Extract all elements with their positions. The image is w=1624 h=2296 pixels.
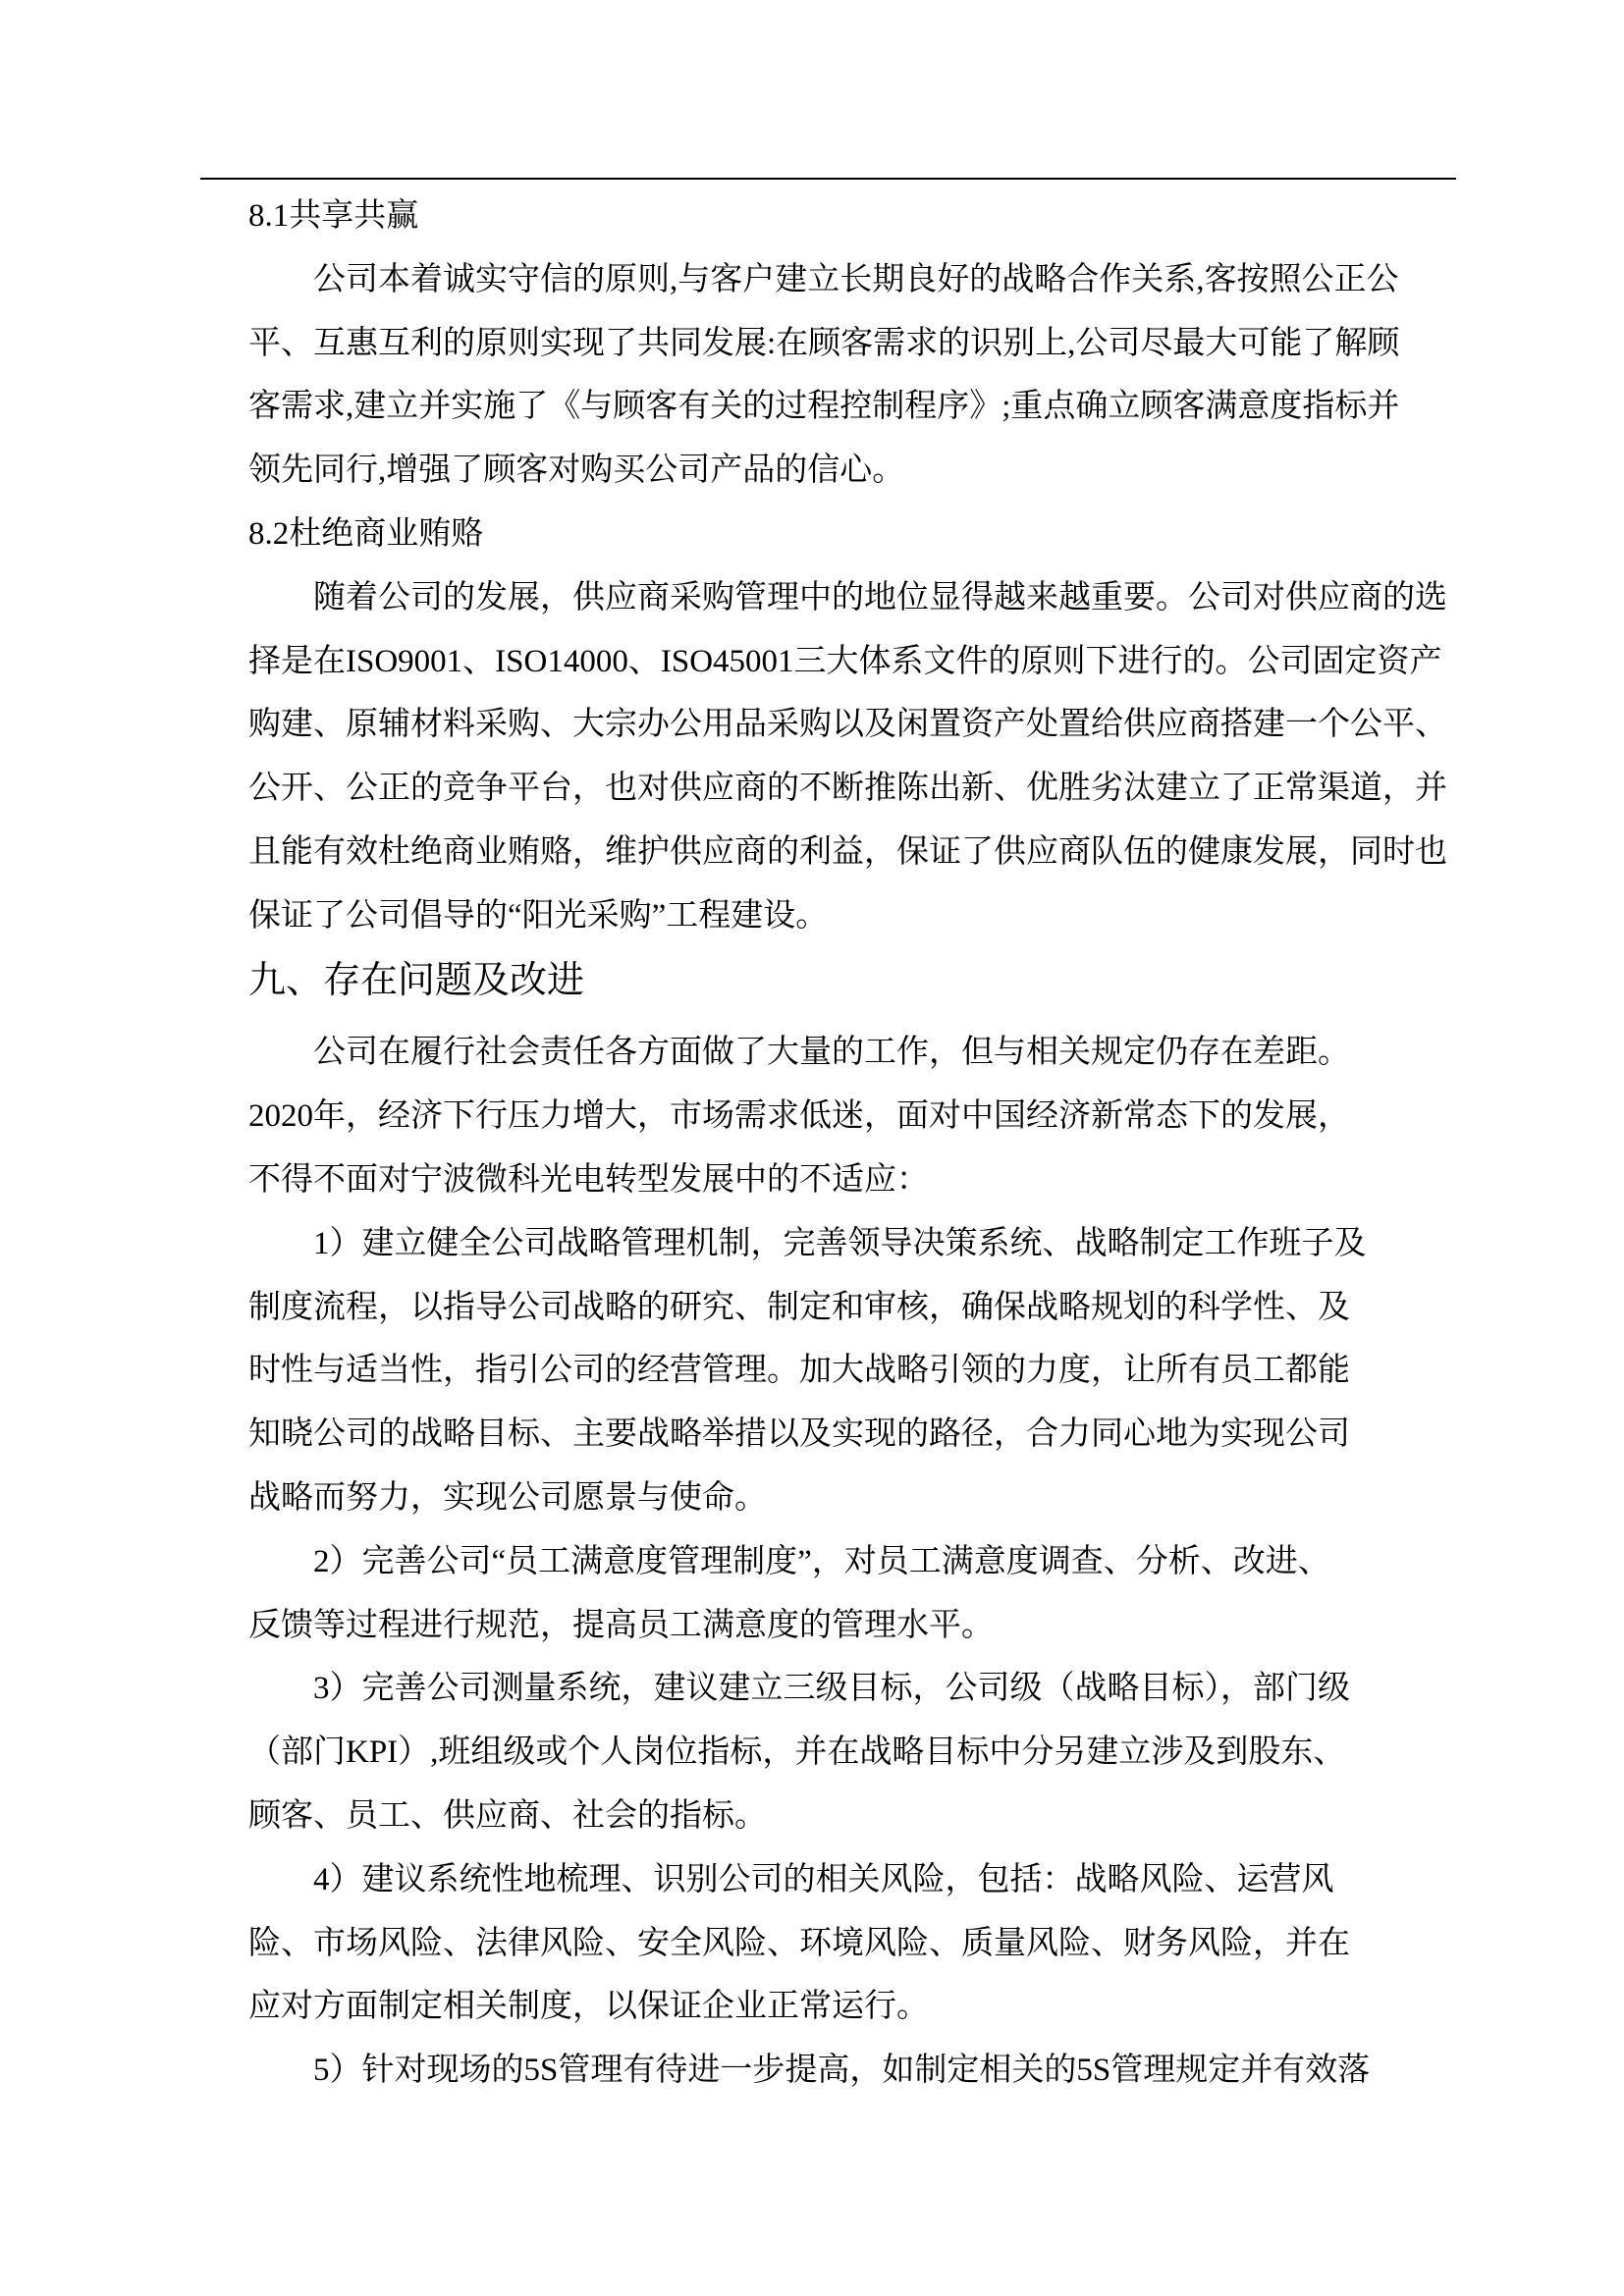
paragraph-line: 领先同行,增强了顾客对购买公司产品的信心。 xyxy=(248,453,905,489)
list-item xyxy=(248,2039,1525,2103)
paragraph-line: 不得不面对宁波微科光电转型发展中的不适应： xyxy=(248,1161,929,1198)
section-heading: 8.1共享共赢 xyxy=(248,198,419,234)
paragraph-line: 公司在履行社会责任各方面做了大量的工作，但与相关规定仍存在差距。 xyxy=(313,1035,1350,1071)
paragraph-line: 平、互惠互利的原则实现了共同发展:在顾客需求的识别上,公司尽最大可能了解顾 xyxy=(248,325,1400,361)
list-item xyxy=(248,1848,1525,2039)
paragraph xyxy=(248,566,1525,948)
paragraph-line: 公开、公正的竞争平台，也对供应商的不断推陈出新、优胜劣汰建立了正常渠道，并 xyxy=(248,771,1447,807)
list-item-line: 知晓公司的战略目标、主要战略举措以及实现的路径，合力同心地为实现公司 xyxy=(248,1416,1350,1453)
paragraph xyxy=(248,248,1525,503)
paragraph-line: 保证了公司倡导的“阳光采购”工程建设。 xyxy=(248,897,829,934)
paragraph-line: 购建、原辅材料采购、大宗办公用品采购以及闲置资产处置给供应商搭建一个公平、 xyxy=(248,707,1447,743)
paragraph-line: 客需求,建立并实施了《与顾客有关的过程控制程序》;重点确立顾客满意度指标并 xyxy=(248,389,1400,425)
list-item xyxy=(248,1212,1525,1530)
paragraph-line: 公司本着诚实守信的原则,与客户建立长期良好的战略合作关系,客按照公正公 xyxy=(313,261,1399,297)
list-item-line: 反馈等过程进行规范，提高员工满意度的管理水平。 xyxy=(248,1607,994,1643)
list-item-line: 5）针对现场的5S管理有待进一步提高，如制定相关的5S管理规定并有效落 xyxy=(313,2053,1371,2089)
paragraph-line: 随着公司的发展，供应商采购管理中的地位显得越来越重要。公司对供应商的选 xyxy=(313,579,1447,615)
paragraph-line: 2020年，经济下行压力增大，市场需求低迷，面对中国经济新常态下的发展， xyxy=(248,1098,1350,1135)
list-item-line: 制度流程，以指导公司战略的研究、制定和审核，确保战略规划的科学性、及 xyxy=(248,1289,1350,1325)
list-item-line: 应对方面制定相关制度，以保证企业正常运行。 xyxy=(248,1989,929,2025)
paragraph-line: 择是在ISO9001、ISO14000、ISO45001三大体系文件的原则下进行的。公司固定资产 xyxy=(248,643,1442,679)
chapter-heading: 九、存在问题及改进 xyxy=(248,957,585,1001)
document-body xyxy=(248,185,1525,2103)
list-item-line: 战略而努力，实现公司愿景与使命。 xyxy=(248,1479,767,1516)
list-item-line: 3）完善公司测量系统，建议建立三级目标，公司级（战略目标），部门级 xyxy=(313,1671,1350,1707)
list-item xyxy=(248,1530,1525,1658)
list-item-line: （部门KPI）,班组级或个人岗位指标，并在战略目标中分另建立涉及到股东、 xyxy=(248,1735,1346,1771)
list-item xyxy=(248,1657,1525,1847)
list-item-line: 4）建议系统性地梳理、识别公司的相关风险，包括：战略风险、运营风 xyxy=(313,1861,1334,1897)
list-item-line: 险、市场风险、法律风险、安全风险、环境风险、质量风险、财务风险，并在 xyxy=(248,1925,1350,1961)
list-item-line: 顾客、员工、供应商、社会的指标。 xyxy=(248,1797,767,1834)
list-item-line: 时性与适当性，指引公司的经营管理。加大战略引领的力度，让所有员工都能 xyxy=(248,1353,1350,1389)
paragraph xyxy=(248,1021,1525,1211)
list-item-line: 2）完善公司“员工满意度管理制度”，对员工满意度调查、分析、改进、 xyxy=(313,1543,1330,1579)
section-heading: 8.2杜绝商业贿赂 xyxy=(248,515,484,552)
paragraph-line: 且能有效杜绝商业贿赂，维护供应商的利益，保证了供应商队伍的健康发展，同时也 xyxy=(248,833,1447,870)
list-item-line: 1）建立健全公司战略管理机制，完善领导决策系统、战略制定工作班子及 xyxy=(313,1225,1367,1261)
header-rule xyxy=(200,178,1456,180)
